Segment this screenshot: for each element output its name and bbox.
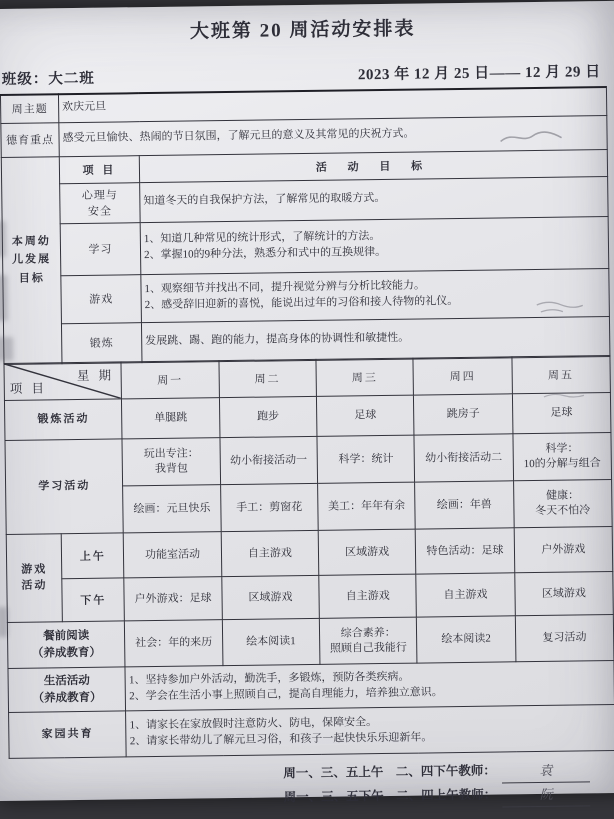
games-pm-cell-fri: 区域游戏 <box>514 572 613 616</box>
goal-item-games: 游戏 <box>61 274 142 323</box>
goal-row-learning <box>2 216 609 276</box>
games-pm-cell-mon: 户外游戏：足球 <box>124 577 222 621</box>
games-am-cell-fri: 户外游戏 <box>514 527 613 573</box>
games-morning-row <box>6 527 613 580</box>
games-pm-label: 下午 <box>62 578 125 622</box>
reading-row-label: 餐前阅读 （养成教育） <box>7 621 125 669</box>
exercise-cell-wed: 足球 <box>316 395 414 436</box>
games-am-cell-thu: 特色活动：足球 <box>415 528 514 574</box>
games-am-cell-tue: 自主游戏 <box>221 530 319 576</box>
theme-row-label: 周主题 <box>0 94 58 123</box>
games-pm-cell-thu: 自主游戏 <box>416 573 515 617</box>
reading-cell-fri: 复习活动 <box>515 615 614 662</box>
life-row-label: 生活活动 （养成教育） <box>8 667 126 713</box>
reading-cell-tue: 绘本阅读1 <box>222 618 320 665</box>
exercise-cell-mon: 单腿跳 <box>122 398 220 439</box>
learning1-cell-fri: 科学： 10的分解与组合 <box>513 433 612 481</box>
learning1-cell-thu: 幼小衔接活动二 <box>414 434 513 482</box>
learning2-cell-wed: 美工：年年有余 <box>318 482 416 530</box>
goal-target-games: 1、观察细节并找出不同，提升视觉分辨与分析比较能力。 2、感受辞旧迎新的喜悦，能说出过年的习俗和接人待物的礼仪。 <box>141 268 610 322</box>
learning2-cell-mon: 绘画：元旦快乐 <box>123 485 221 533</box>
exercise-cell-fri: 足球 <box>512 393 611 434</box>
day-header-tue: 周二 <box>219 359 317 397</box>
learning-activity-row-1 <box>5 433 612 488</box>
reading-cell-wed: 综合素养： 照顾自己我能行 <box>319 617 417 664</box>
goals-table <box>0 86 610 364</box>
goal-target-learning: 1、知道几种常见的统计形式，了解统计的方法。 2、掌握10的9种分法，熟悉分和式中的互换规律。 <box>140 216 609 274</box>
page-title: 大班第 20 周活动安排表 <box>189 18 416 43</box>
weekly-schedule-table <box>3 355 614 759</box>
teacher-line-2-text: 周一、三、五下午 二、四上午教师： <box>283 787 497 805</box>
games-am-label: 上午 <box>61 533 124 579</box>
games-am-cell-wed: 区域游戏 <box>318 529 416 575</box>
learning1-cell-mon: 玩出专注： 我背包 <box>122 438 220 486</box>
day-header-wed: 周三 <box>316 358 414 396</box>
games-am-cell-mon: 功能室活动 <box>124 532 222 578</box>
corner-item-label: 项 目 <box>9 381 48 396</box>
learning1-cell-tue: 幼小衔接活动一 <box>220 436 318 484</box>
corner-week-label: 星 期 <box>76 368 115 384</box>
goal-item-learning: 学习 <box>60 222 141 275</box>
pre-meal-reading-row <box>7 615 614 669</box>
goals-header-item: 项 目 <box>59 155 139 183</box>
day-header-mon: 周一 <box>121 361 219 399</box>
sheet-content <box>0 1 614 813</box>
goal-target-safety: 知道冬天的自我保护方法，了解常见的取暖方式。 <box>140 176 608 222</box>
goal-item-exercise: 锻炼 <box>61 322 142 363</box>
learning1-cell-wed: 科学：统计 <box>317 435 415 483</box>
reading-cell-thu: 绘本阅读2 <box>417 616 516 663</box>
day-header-thu: 周四 <box>413 357 512 395</box>
home-row-label: 家园共育 <box>9 711 127 759</box>
teacher-signature-block <box>9 751 614 813</box>
games-row-label: 游戏 活动 <box>6 534 62 623</box>
learning-row-label: 学习活动 <box>5 439 124 535</box>
theme-row-value: 欢庆元旦 <box>58 87 606 122</box>
home-school-row <box>9 705 614 759</box>
exercise-cell-tue: 跑步 <box>219 396 317 437</box>
learning2-cell-tue: 手工：剪窗花 <box>220 483 318 531</box>
reading-cell-mon: 社会：年的来历 <box>125 620 223 667</box>
teacher-signature-2: 阮 <box>502 782 590 807</box>
learning2-cell-thu: 绘画：年兽 <box>415 481 514 529</box>
day-header-fri: 周五 <box>512 356 611 394</box>
teacher-line-1-text: 周一、三、五上午 二、四下午教师： <box>283 763 496 781</box>
home-row-text: 1、请家长在家放假时注意防火、防电，保障安全。 2、请家长带幼儿了解元旦习俗，和孩子一起快快乐乐迎新年。 <box>126 705 614 757</box>
moral-row-label: 德育重点 <box>1 122 59 157</box>
goals-header-target: 活 动 目 标 <box>139 149 607 182</box>
exercise-cell-thu: 跳房子 <box>414 394 513 435</box>
goal-row-games <box>3 268 610 324</box>
games-pm-cell-wed: 自主游戏 <box>319 574 417 618</box>
life-activity-row <box>8 661 614 713</box>
schedule-sheet-paper <box>0 1 614 805</box>
goal-item-safety: 心理与 安全 <box>60 182 141 223</box>
exercise-row-label: 锻炼活动 <box>4 399 122 441</box>
learning2-cell-fri: 健康： 冬天不怕冷 <box>513 480 612 528</box>
games-pm-cell-tue: 区域游戏 <box>221 575 319 619</box>
diagonal-header-cell <box>4 362 122 401</box>
weekly-goals-side-label: 本周幼儿发展目标 <box>1 156 62 364</box>
teacher-signature-1: 袁 <box>502 758 590 783</box>
class-name-label: 班级：大二班 <box>1 70 95 88</box>
goal-target-exercise: 发展跳、踢、跑的能力，提高身体的协调性和敏捷性。 <box>141 316 609 362</box>
moral-row-value: 感受元旦愉快、热闹的节日氛围，了解元旦的意义及其常见的庆祝方式。 <box>59 115 607 156</box>
life-row-text: 1、坚持参加户外活动，勤洗手，多锻炼，预防各类疾病。 2、学会在生活小事上照顾自己，提高自理能力，培养独立意识。 <box>125 661 614 711</box>
date-range-label: 2023 年 12 月 25 日—— 12 月 29 日 <box>357 64 601 84</box>
